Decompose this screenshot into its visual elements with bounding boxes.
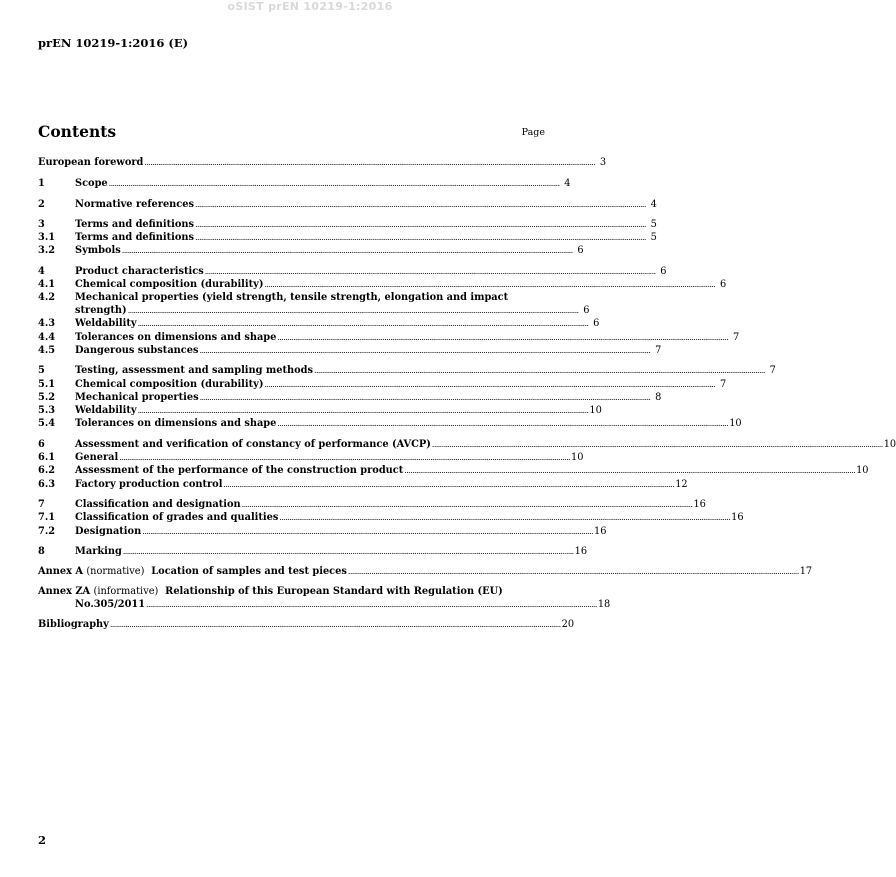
toc-entry[interactable]: 5.4 Tolerances on dimensions and shape ........................................................................................................................................................................................................................................ 10 bbox=[38, 418, 742, 430]
toc-entry-annex-a[interactable]: Annex A (normative) Location of samples and test pieces ........................................................................................................................................................................................................................................ 17 bbox=[38, 566, 813, 578]
table-of-contents bbox=[38, 156, 896, 632]
toc-entry[interactable]: 6 Assessment and verification of constancy of performance (AVCP) ........................................................................................................................................................................................................................................ 10 bbox=[38, 438, 896, 450]
page-column-label: Page bbox=[521, 127, 545, 138]
toc-entry[interactable]: 4.3 Weldability ........................................................................................................................................................................................................................................ 6 bbox=[38, 318, 600, 330]
toc-entry[interactable]: 3.2 Symbols ........................................................................................................................................................................................................................................ 6 bbox=[38, 245, 584, 257]
toc-entry-bibliography[interactable]: Bibliography ........................................................................................................................................................................................................................................ 20 bbox=[38, 619, 575, 631]
toc-entry[interactable]: 3.1 Terms and definitions ........................................................................................................................................................................................................................................ 5 bbox=[38, 232, 657, 244]
toc-entry[interactable]: 4.4 Tolerances on dimensions and shape ........................................................................................................................................................................................................................................ 7 bbox=[38, 331, 740, 343]
toc-entry[interactable]: 5.3 Weldability ........................................................................................................................................................................................................................................ 10 bbox=[38, 405, 602, 417]
toc-entry[interactable]: 5.1 Chemical composition (durability) ........................................................................................................................................................................................................................................ 7 bbox=[38, 378, 727, 390]
toc-entry[interactable]: 2 Normative references ........................................................................................................................................................................................................................................ 4 bbox=[38, 198, 657, 210]
toc-entry[interactable]: 7 Classification and designation ........................................................................................................................................................................................................................................ 16 bbox=[38, 498, 706, 510]
toc-entry[interactable]: 4.2 Mechanical properties (yield strength, tensile strength, elongation and impact strength) ........................................................................................................................................................................................................................................ 6 bbox=[38, 292, 590, 317]
watermark: oSIST prEN 10219-1:2016 bbox=[227, 0, 393, 13]
toc-entry[interactable]: 5.2 Mechanical properties ........................................................................................................................................................................................................................................ 8 bbox=[38, 391, 662, 403]
toc-entry[interactable]: 8 Marking ........................................................................................................................................................................................................................................ 16 bbox=[38, 545, 588, 557]
toc-entry[interactable]: 7.2 Designation ........................................................................................................................................................................................................................................ 16 bbox=[38, 525, 607, 537]
page-number: 2 bbox=[38, 833, 47, 847]
toc-entry[interactable]: 4.5 Dangerous substances ........................................................................................................................................................................................................................................ 7 bbox=[38, 344, 662, 356]
toc-entry[interactable]: 1 Scope ........................................................................................................................................................................................................................................ 4 bbox=[38, 178, 571, 190]
toc-entry[interactable]: European foreword ........................................................................................................................................................................................................................................ 3 bbox=[38, 157, 607, 168]
toc-entry[interactable]: 4 Product characteristics ........................................................................................................................................................................................................................................ 6 bbox=[38, 265, 667, 277]
toc-entry[interactable]: 6.1 General ........................................................................................................................................................................................................................................ 10 bbox=[38, 452, 584, 464]
toc-entry[interactable]: 4.1 Chemical composition (durability) ........................................................................................................................................................................................................................................ 6 bbox=[38, 279, 727, 291]
document-header: prEN 10219-1:2016 (E) bbox=[38, 36, 189, 50]
toc-entry-annex-za[interactable]: Annex ZA (informative) Relationship of this European Standard with Regulation (EU) No.305/2011 ........................................................................................................................................................................................................................................ 18 bbox=[38, 586, 611, 611]
toc-entry[interactable]: 5 Testing, assessment and sampling methods ........................................................................................................................................................................................................................................ 7 bbox=[38, 365, 776, 377]
toc-entry[interactable]: 6.3 Factory production control ........................................................................................................................................................................................................................................ 12 bbox=[38, 478, 688, 490]
toc-entry[interactable]: 7.1 Classification of grades and qualities ........................................................................................................................................................................................................................................ 16 bbox=[38, 512, 744, 524]
toc-entry[interactable]: 6.2 Assessment of the performance of the construction product ........................................................................................................................................................................................................................................ 10 bbox=[38, 465, 869, 477]
toc-entry[interactable]: 3 Terms and definitions ........................................................................................................................................................................................................................................ 5 bbox=[38, 218, 657, 230]
page-title: Contents bbox=[38, 122, 117, 141]
